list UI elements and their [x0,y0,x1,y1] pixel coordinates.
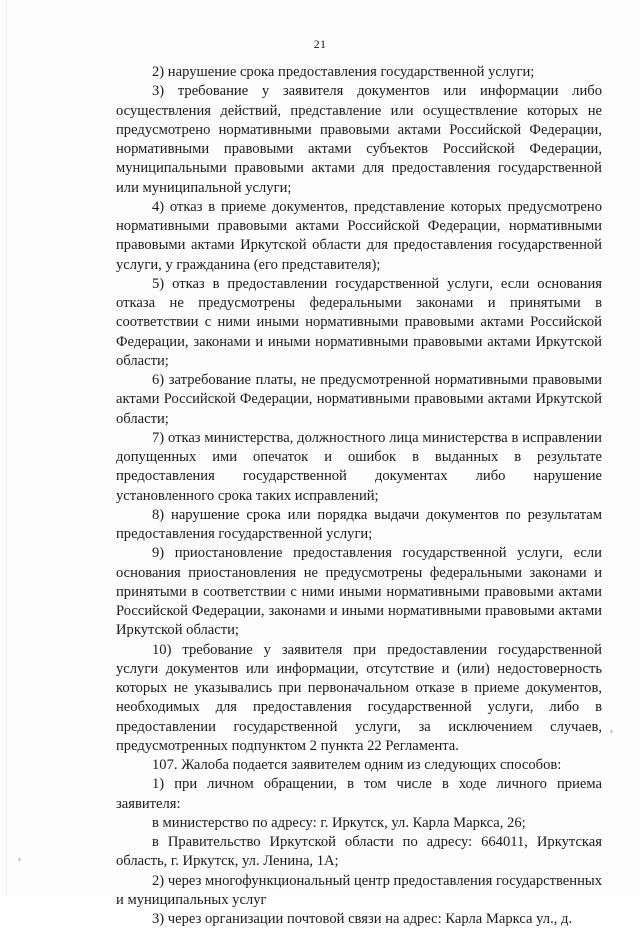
list-item-correction-refusal: 7) отказ министерства, должностного лица министерства в исправлении допущенных ими опечаток и ошибок в выданных в результате предоставления государственной документах либо нарушение установленного срока таких исправлений; [116,429,602,504]
section-107-heading: 107. Жалоба подается заявителем одним из следующих способов: [152,757,562,773]
page-number: 21 [313,37,327,51]
scan-speck [18,858,21,861]
list-item-violation-deadline: 2) нарушение срока предоставления государственной услуги; [152,64,535,80]
document-body [116,63,602,929]
address-government: в Правительство Иркутской области по адресу: 664011, Иркутская область, г. Иркутск, ул. Ленина, 1А; [116,834,602,870]
list-item-issuance-violation: 8) нарушение срока или порядка выдачи документов по результатам предоставления государственной услуги; [116,506,602,542]
list-item-suspension: 9) приостановление предоставления государственной услуги, если основания приостановления не предусмотрены федеральными законами и принятыми в соответствии с ними иными нормативными правовыми актами Российской Федерации, законами и иными нормативными правовыми актами Иркутской области; [116,545,602,639]
list-item-refusal-of-service: 5) отказ в предоставлении государственной услуги, если основания отказа не предусмотрены федеральными законами и принятыми в соответствии с ними иными нормативными правовыми актами Российской Федерации, законами и иными нормативными правовыми актами Иркутской области; [116,275,602,369]
address-ministry: в министерство по адресу: г. Иркутск, ул. Карла Маркса, 26; [152,814,526,831]
list-item-fee-demand: 6) затребование платы, не предусмотренной нормативными правовыми актами Российской Федерации, нормативными правовыми актами Иркутской области; [116,372,602,427]
method-mfc: 2) через многофункциональный центр предоставления государственных и муниципальных услуг [116,872,602,908]
list-item-excess-documents: 3) требование у заявителя документов или информации либо осуществления действий, представление или осуществление которых не предусмотрено нормативными правовыми актами Российской Федерации, нормативными правовыми актами субъектов Российской Федерации, муниципальными правовыми актами для предоставления государственной или муниципальной услуги; [116,83,602,196]
list-item-refusal-to-accept: 4) отказ в приеме документов, представление которых предусмотрено нормативными правовыми актами Российской Федерации, нормативными правовыми актами Иркутской области для предоставления государственной услуги, у гражданина (его представителя); [116,198,602,273]
scan-edge-line [6,0,7,896]
method-in-person: 1) при личном обращении, в том числе в ходе личного приема заявителя: [116,776,602,812]
list-item-missing-info-demand: 10) требование у заявителя при предоставлении государственной услуги документов или информации, отсутствие и (или) недостоверность которых не указывались при первоначальном отказе в приеме документов, необходимых для предоставления государственной услуги, либо в предоставлении государственной услуги, за исключением случаев, предусмотренных подпунктом 2 пункта 22 Регламента. [116,641,602,754]
method-post: 3) через организации почтовой связи на адрес: Карла Маркса ул., д. [152,911,573,927]
scan-speck [610,730,613,733]
